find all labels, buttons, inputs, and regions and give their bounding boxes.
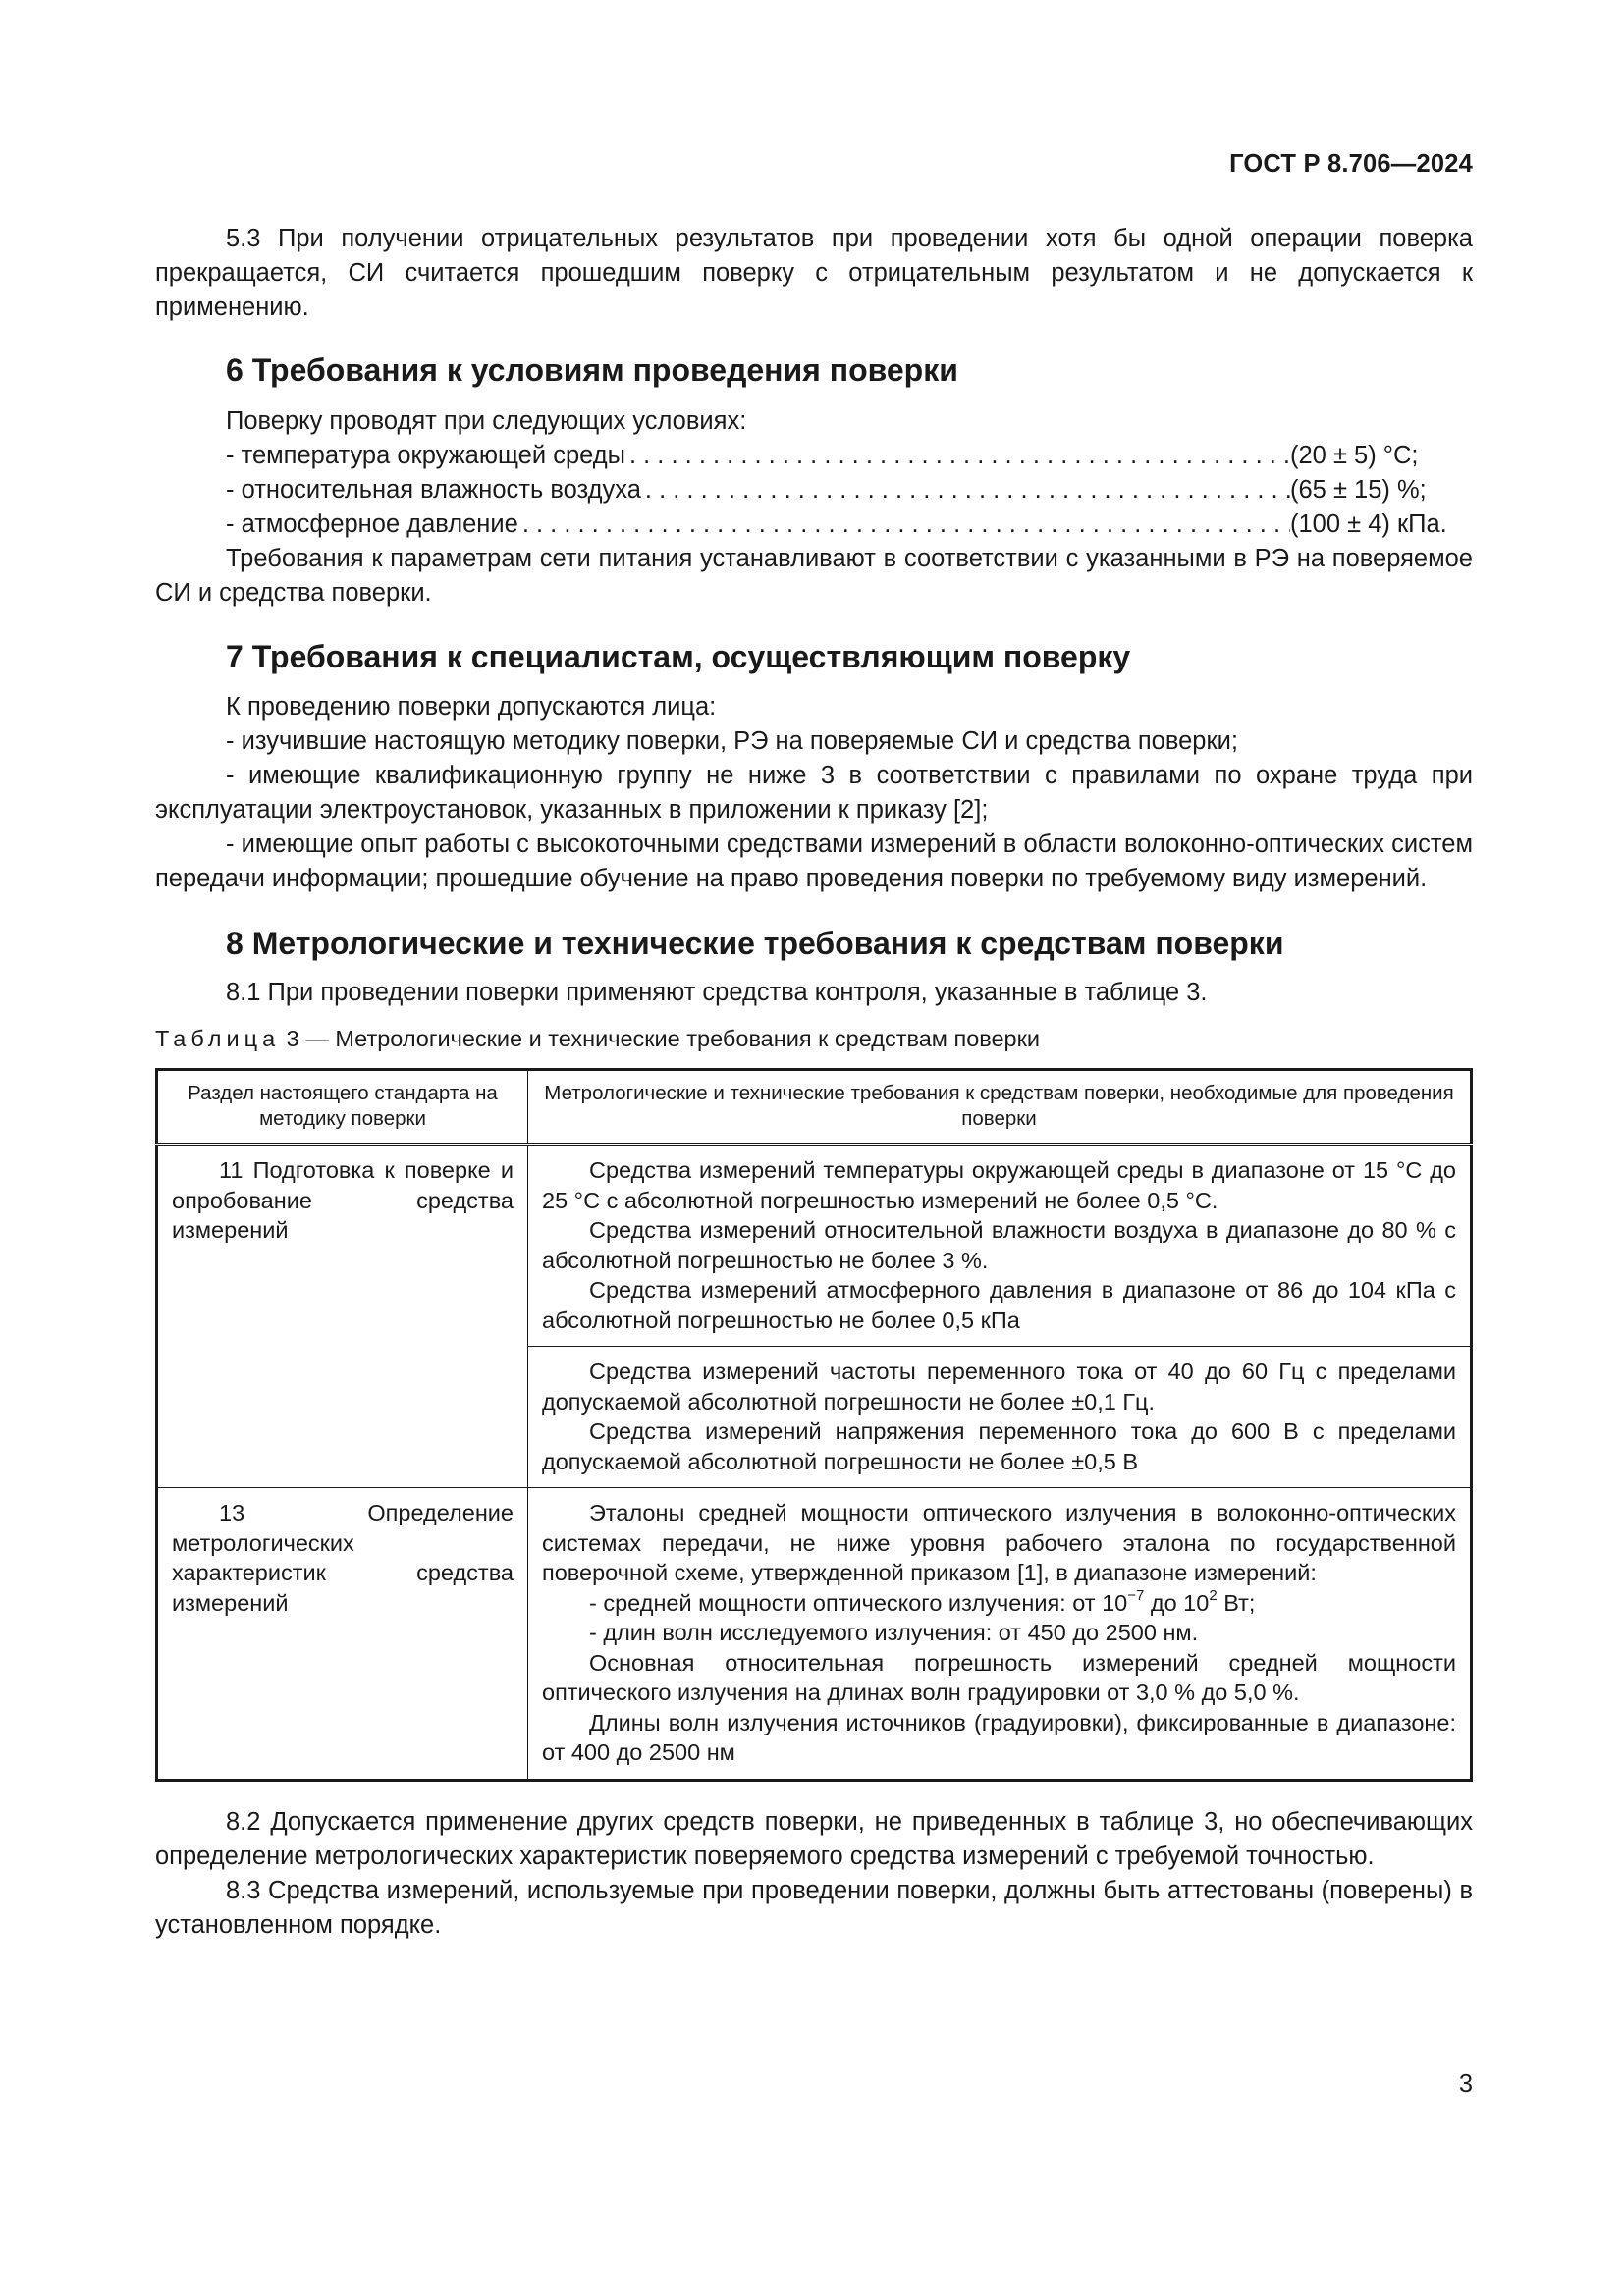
clause-8-2: 8.2 Допускается применение других средств поверки, не приведенных в таблице 3, но обеспечивающих определение метрологических характеристик поверяемого средства измерений с требуемой точностью. xyxy=(155,1807,1473,1870)
document-code-header: ГОСТ Р 8.706—2024 xyxy=(1229,150,1473,178)
table-caption xyxy=(155,1023,1473,1054)
dot-leader xyxy=(641,473,1290,507)
requirement-text: Средства измерений напряжения переменного тока до 600 В с пределами допускаемой абсолютной погрешности не более ±0,5 В xyxy=(542,1418,1456,1474)
power-range-mid: до 10 xyxy=(1144,1589,1210,1616)
section-6-heading: 6 Требования к условиям проведения поверки xyxy=(226,352,958,388)
requirement-power-range xyxy=(542,1588,1456,1619)
power-exponent-min: −7 xyxy=(1127,1586,1145,1604)
table-caption-word: Таблица xyxy=(155,1026,281,1051)
clause-8-1: 8.1 При проведении поверки применяют средства контроля, указанные в таблице 3. xyxy=(226,979,1208,1006)
requirement-text: Средства измерений частоты переменного тока от 40 до 60 Гц с пределами допускаемой абсолютной погрешности не более ±0,1 Гц. xyxy=(542,1359,1456,1415)
personnel-requirement: - имеющие опыт работы с высокоточными средствами измерений в области волоконно-оптических систем передачи информации; прошедшие обучение на право проведения поверки по требуемому виду измерений. xyxy=(155,830,1473,892)
requirement-text: Средства измерений относительной влажности воздуха в диапазоне до 80 % с абсолютной погрешностью не более 3 %. xyxy=(542,1217,1456,1273)
personnel-requirement: - изучившие настоящую методику поверки, РЭ на поверяемые СИ и средства поверки; xyxy=(226,727,1238,755)
requirements-table xyxy=(155,1068,1473,1782)
column-header-section: Раздел настоящего стандарта на методику поверки xyxy=(157,1070,528,1145)
table-caption-text: 3 — Метрологические и технические требования к средствам поверки xyxy=(280,1026,1041,1051)
section-7-heading: 7 Требования к специалистам, осуществляющим поверку xyxy=(226,639,1131,674)
power-range-prefix: - средней мощности оптического излучения: от 10 xyxy=(589,1589,1128,1616)
power-range-suffix: Вт; xyxy=(1217,1589,1256,1616)
power-exponent-max: 2 xyxy=(1209,1586,1218,1604)
requirements-cell xyxy=(528,1145,1472,1347)
condition-value: (100 ± 4) кПа. xyxy=(1290,510,1447,538)
requirement-text: Средства измерений атмосферного давления в диапазоне от 86 до 104 кПа с абсолютной погрешностью не более 0,5 кПа xyxy=(542,1277,1456,1333)
section-8-heading: 8 Метрологические и технические требования к средствам поверки xyxy=(226,926,1284,961)
condition-temperature xyxy=(155,439,1473,473)
condition-label: - относительная влажность воздуха xyxy=(226,476,641,504)
requirement-text: Эталоны средней мощности оптического излучения в волоконно-оптических системах передачи, не ниже уровня рабочего эталона по государственной поверочной схеме, утвержденной приказом [1], в диапазоне измерений: xyxy=(542,1500,1456,1585)
condition-humidity xyxy=(155,473,1473,507)
condition-value: (20 ± 5) °С; xyxy=(1290,442,1419,469)
requirement-text: Длины волн излучения источников (градуировки), фиксированные в диапазоне: от 400 до 2500 нм xyxy=(542,1709,1456,1765)
condition-pressure xyxy=(155,507,1473,542)
condition-label: - атмосферное давление xyxy=(226,510,518,538)
clause-8-3: 8.3 Средства измерений, используемые при проведении поверки, должны быть аттестованы (поверены) в установленном порядке. xyxy=(155,1876,1473,1939)
section-7-intro: К проведению поверки допускаются лица: xyxy=(226,693,717,721)
clause-5-3: 5.3 При получении отрицательных результатов при проведении хотя бы одной операции поверка прекращается, СИ считается прошедшим поверку с отрицательным результатом и не допускается к применению. xyxy=(155,225,1473,321)
requirements-cell xyxy=(528,1488,1472,1781)
section-6-intro: Поверку проводят при следующих условиях: xyxy=(226,407,747,435)
column-header-requirements: Метрологические и технические требования к средствам поверки, необходимые для проведения поверки xyxy=(528,1070,1472,1145)
power-supply-note: Требования к параметрам сети питания устанавливают в соответствии с указанными в РЭ на поверяемое СИ и средства поверки. xyxy=(155,545,1473,607)
row-section-13: 13 Определение метрологических характеристик средства измерений xyxy=(157,1488,528,1781)
dot-leader xyxy=(625,439,1290,473)
condition-value: (65 ± 15) %; xyxy=(1290,476,1427,504)
page-number: 3 xyxy=(1458,2070,1473,2098)
personnel-requirement: - имеющие квалификационную группу не ниже 3 в соответствии с правилами по охране труда при эксплуатации электроустановок, указанных в приложении к приказу [2]; xyxy=(155,762,1473,824)
page-content xyxy=(155,222,1473,1943)
table-header-row xyxy=(157,1070,1472,1145)
condition-label: - температура окружающей среды xyxy=(226,442,625,469)
table-row xyxy=(157,1145,1472,1347)
requirements-cell xyxy=(528,1347,1472,1488)
requirement-text: Основная относительная погрешность измерений средней мощности оптического излучения на длинах волн градуировки от 3,0 % до 5,0 %. xyxy=(542,1649,1456,1705)
table-row xyxy=(157,1488,1472,1781)
requirement-wavelengths: - длин волн исследуемого излучения: от 450 до 2500 нм. xyxy=(589,1620,1199,1645)
requirement-text: Средства измерений температуры окружающей среды в диапазоне от 15 °С до 25 °С с абсолютной погрешностью измерений не более 0,5 °С. xyxy=(542,1157,1456,1213)
dot-leader xyxy=(518,507,1290,542)
row-section-11: 11 Подготовка к поверке и опробование средства измерений xyxy=(157,1145,528,1488)
